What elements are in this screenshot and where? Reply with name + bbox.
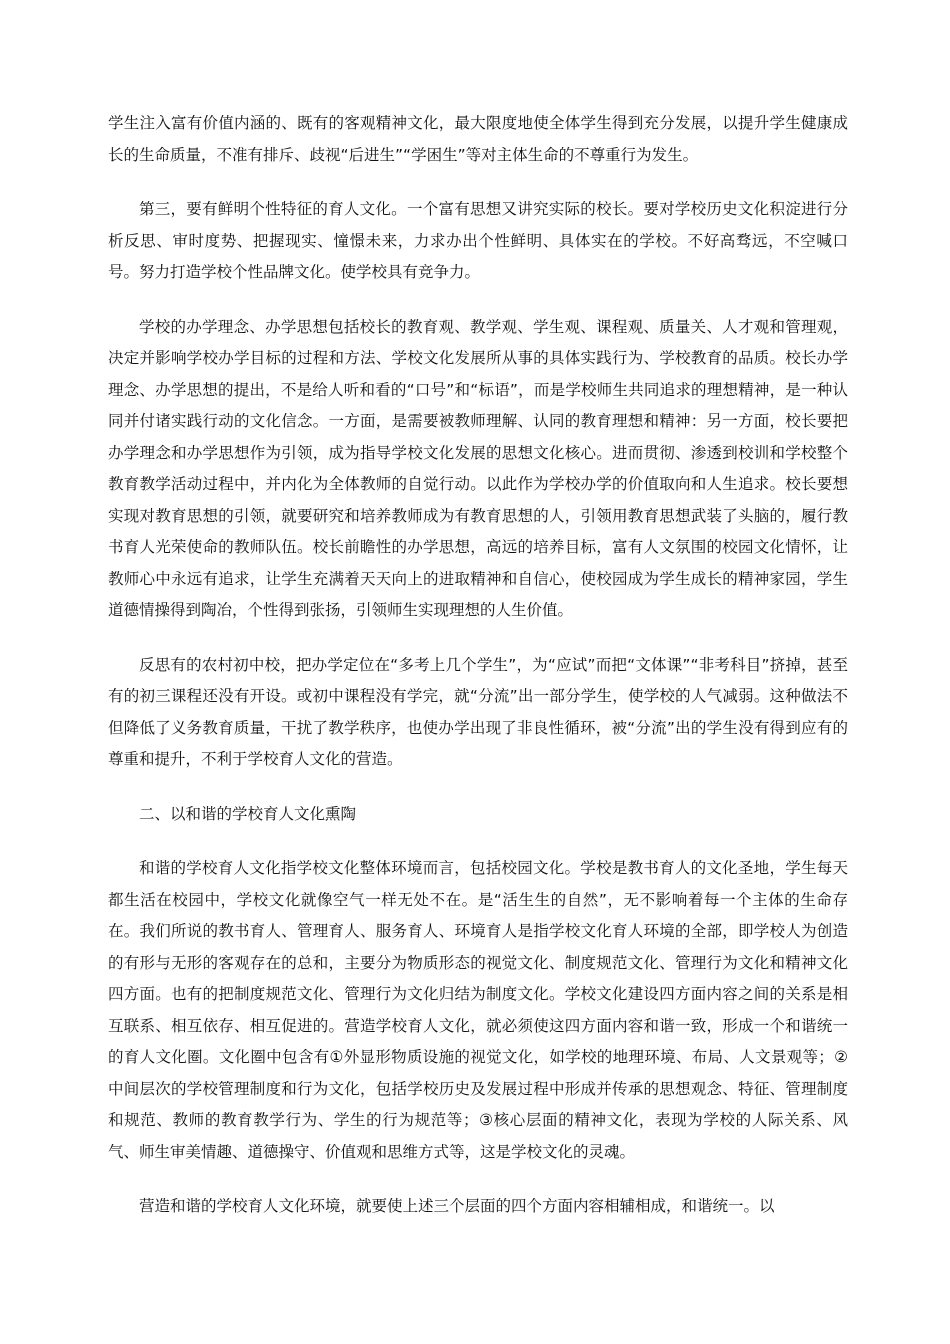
document-page: [108, 108, 848, 1246]
paragraph-third-point: 第三，要有鲜明个性特征的育人文化。一个富有思想又讲究实际的校长。要对学校历史文化积淀进行分析反思、审时度势、把握现实、憧憬未来，力求办出个性鲜明、具体实在的学校。不好高骛远，不空喊口号。努力打造学校个性品牌文化。使学校具有竞争力。: [108, 200, 848, 281]
paragraph-rural-reflection: 反思有的农村初中校，把办学定位在“多考上几个学生”，为“应试”而把“文体课”“非考科目”挤掉，甚至有的初三课程还没有开设。或初中课程没有学完，就“分流”出一部分学生，使学校的人气减弱。这种做法不但降低了义务教育质量，干扰了教学秩序，也使办学出现了非良性循环，被“分流”出的学生没有得到应有的尊重和提升，不利于学校育人文化的营造。: [108, 655, 848, 768]
paragraph-harmonious-culture: 和谐的学校育人文化指学校文化整体环境而言，包括校园文化。学校是教书育人的文化圣地，学生每天都生活在校园中，学校文化就像空气一样无处不在。是“活生生的自然”，无不影响着每一个主体的生命存在。我们所说的教书育人、管理育人、服务育人、环境育人是指学校文化育人环境的全部，即学校人为创造的有形与无形的客观存在的总和，主要分为物质形态的视觉文化、制度规范文化、管理行为文化和精神文化四方面。也有的把制度规范文化、管理行为文化归结为制度文化。学校文化建设四方面内容之间的关系是相互联系、相互依存、相互促进的。营造学校育人文化，就必须使这四方面内容和谐一致，形成一个和谐统一的育人文化圈。文化圈中包含有①外显形物质设施的视觉文化，如学校的地理环境、布局、人文景观等；②中间层次的学校管理制度和行为文化，包括学校历史及发展过程中形成并传承的思想观念、特征、管理制度和规范、教师的教育教学行为、学生的行为规范等；③核心层面的精神文化，表现为学校的人际关系、风气、师生审美情趣、道德操守、价值观和思维方式等，这是学校文化的灵魂。: [108, 859, 848, 1161]
section-heading: 二、以和谐的学校育人文化熏陶: [139, 804, 357, 823]
paragraph-creating-environment: 营造和谐的学校育人文化环境，就要使上述三个层面的四个方面内容相辅相成，和谐统一。以: [139, 1197, 775, 1215]
paragraph-school-philosophy: 学校的办学理念、办学思想包括校长的教育观、教学观、学生观、课程观、质量关、人才观和管理观，决定并影响学校办学目标的过程和方法、学校文化发展所从事的具体实践行为、学校教育的品质。校长办学理念、办学思想的提出，不是给人听和看的“口号”和“标语”，而是学校师生共同追求的理想精神，是一种认同并付诸实践行动的文化信念。一方面，是需要被教师理解、认同的教育理想和精神：另一方面，校长要把办学理念和办学思想作为引领，成为指导学校文化发展的思想文化核心。进而贯彻、渗透到校训和学校整个教育教学活动过程中，并内化为全体教师的自觉行动。以此作为学校办学的价值取向和人生追求。校长要想实现对教育思想的引领，就要研究和培养教师成为有教育思想的人，引领用教育思想武装了头脑的，履行教书育人光荣使命的教师队伍。校长前瞻性的办学思想，高远的培养目标，富有人文氛围的校园文化情怀，让教师心中永远有追求，让学生充满着天天向上的进取精神和自信心，使校园成为学生成长的精神家园，学生道德情操得到陶冶，个性得到张扬，引领师生实现理想的人生价值。: [108, 317, 848, 619]
paragraph-continuation: 学生注入富有价值内涵的、既有的客观精神文化，最大限度地使全体学生得到充分发展，以提升学生健康成长的生命质量，不准有排斥、歧视“后进生”“学困生”等对主体生命的不尊重行为发生。: [108, 114, 848, 164]
